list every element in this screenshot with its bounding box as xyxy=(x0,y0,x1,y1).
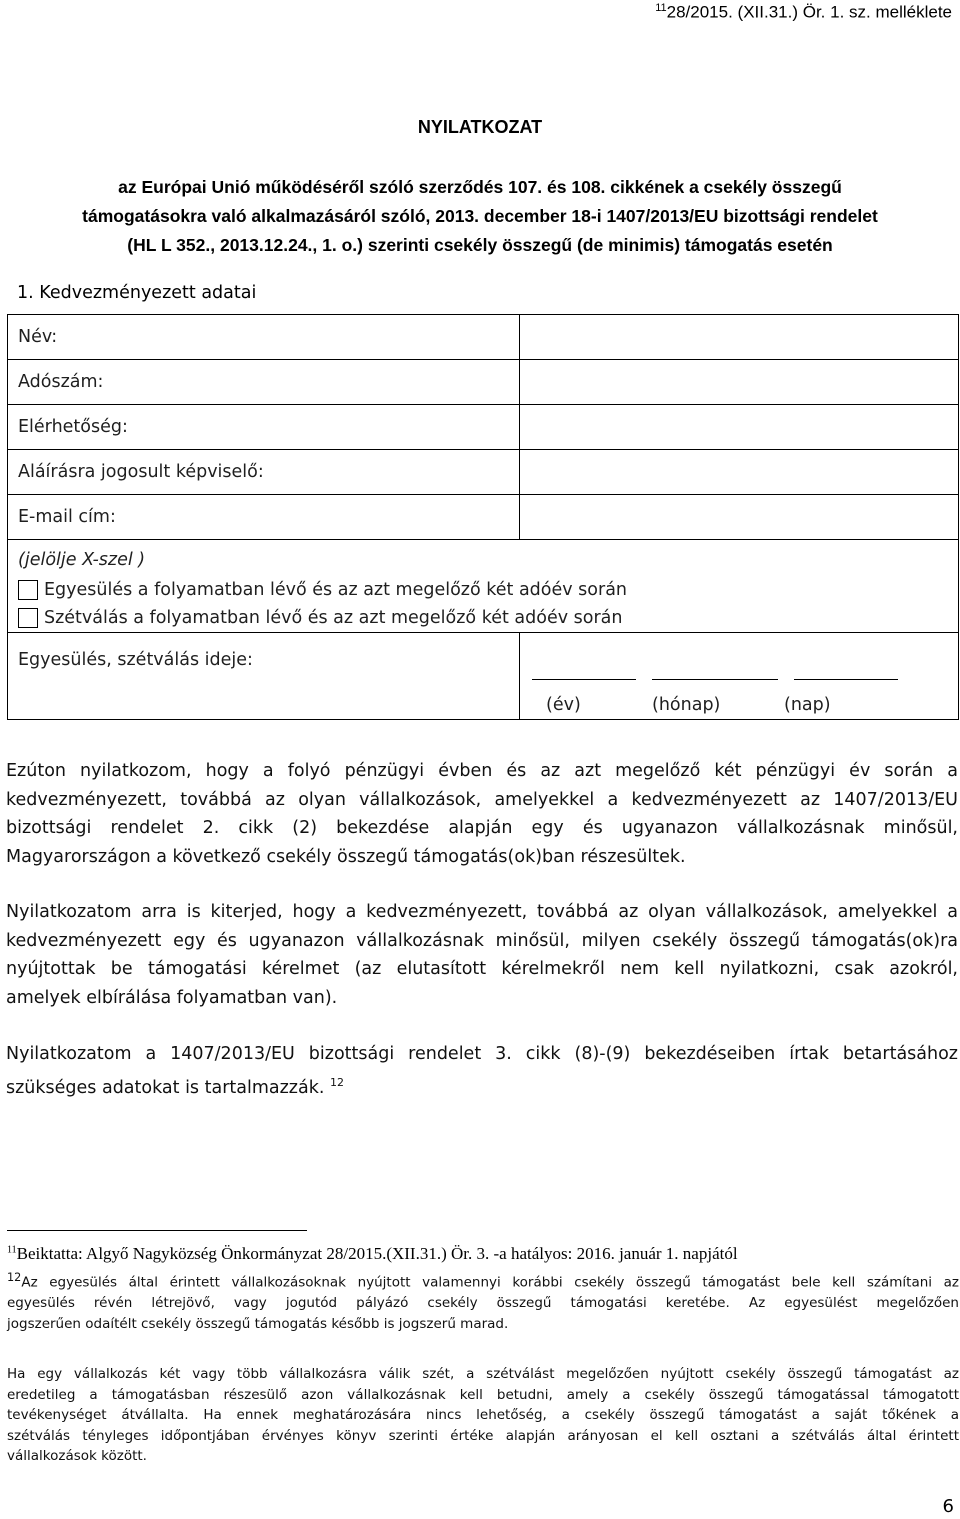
paragraph-line: kedvezményezett, továbbá az olyan vállalkozások, amelyekkel a kedvezményezett az 1407/2013/EU xyxy=(6,789,958,810)
field-tax-number[interactable] xyxy=(520,360,959,405)
footnote-11 xyxy=(7,1244,738,1264)
label-representative: Aláírásra jogosult képviselő: xyxy=(8,450,520,495)
footnote-12 xyxy=(7,1268,959,1334)
header-reference-text: 28/2015. (XII.31.) Ör. 1. sz. melléklete xyxy=(666,2,952,22)
checkbox-merger-row xyxy=(18,576,958,604)
field-representative[interactable] xyxy=(520,450,959,495)
subtitle-line: (HL L 352., 2013.12.24., 1. o.) szerinti csekély összegű (de minimis) támogatás esetén xyxy=(127,235,833,255)
form-row-contact xyxy=(8,405,959,450)
paragraph-line-text: szükséges adatokat is tartalmazzák. xyxy=(6,1077,325,1098)
paragraph-line: bizottsági rendelet 2. cikk (2) bekezdése alapján egy és ugyanazon vállalkozásnak minősül, xyxy=(6,818,958,838)
section-heading: 1. Kedvezményezett adatai xyxy=(17,283,257,303)
footnote-12-ref: 12 xyxy=(7,1271,22,1284)
footnote-line: vállalkozások között. xyxy=(7,1448,147,1464)
paragraph-line: nyújtottak be támogatási kérelmet (az elutasított kérelmekről nem kell nyilatkozni, csak azokról, xyxy=(6,959,958,979)
checkbox-cell xyxy=(8,540,959,633)
field-contact[interactable] xyxy=(520,405,959,450)
footnote-11-ref: 11 xyxy=(7,1244,17,1256)
label-tax-number: Adószám: xyxy=(8,360,520,405)
day-field[interactable] xyxy=(794,679,898,680)
paragraph-line: kedvezményezett egy és ugyanazon vállalkozásnak minősül, milyen csekély összegű támogatás(ok)ra xyxy=(6,930,958,951)
field-email[interactable] xyxy=(520,495,959,540)
form-row-checkboxes xyxy=(8,540,959,633)
footnote-line: eredetileg a támogatásban részesülő azon vállalkozásnak kell betudni, amely a csekély összegű támogatással támogatott xyxy=(7,1386,959,1403)
footnote-divider xyxy=(7,1230,307,1231)
form-row-representative xyxy=(8,450,959,495)
form-row-tax-number xyxy=(8,360,959,405)
subtitle-line: az Európai Unió működéséről szóló szerződés 107. és 108. cikkének a csekély összegű xyxy=(118,177,842,197)
paragraph-line: amelyek elbírálása folyamatban van). xyxy=(6,987,338,1008)
merger-checkbox-label: Egyesülés a folyamatban lévő és az azt megelőző két adóév során xyxy=(44,580,628,600)
footnote-line: jogszerűen odaítélt csekély összegű támogatás később is jogszerű marad. xyxy=(7,1315,509,1332)
label-email: E-mail cím: xyxy=(8,495,520,540)
form-row-date xyxy=(8,633,959,720)
paragraph-line: Ezúton nyilatkozom, hogy a folyó pénzügyi évben és az azt megelőző két pénzügyi év során a xyxy=(6,761,958,781)
split-checkbox-label: Szétválás a folyamatban lévő és az azt megelőző két adóév során xyxy=(44,608,623,628)
header-footnote-ref: 11 xyxy=(655,2,667,14)
paragraph-scope xyxy=(6,898,958,1012)
footnote-line: szétválás tényleges időpontjában érvényes könyv szerinti értéke alapján arányosan el kell osztani a szétválás által érintett xyxy=(7,1427,959,1444)
footnote-line: egyesülés révén létrejövő, vagy jogutód pályázó csekély összegű támogatási keretébe. Az egyesülést megelőzően xyxy=(7,1295,959,1311)
page-number: 6 xyxy=(942,1496,954,1517)
form-row-name xyxy=(8,315,959,360)
form-row-email xyxy=(8,495,959,540)
footnote-line-text: Az egyesülés által érintett vállalkozásoknak nyújtott valamennyi korábbi csekély összegű támogatást bele kell számítani az xyxy=(21,1274,959,1291)
subtitle-line: támogatásokra való alkalmazásáról szóló, 2013. december 18-i 1407/2013/EU bizottsági rendelet xyxy=(82,206,878,226)
footnote-line xyxy=(7,1268,959,1293)
footnote-ref-12: 12 xyxy=(329,1075,344,1089)
date-label-cell xyxy=(8,633,520,720)
field-name[interactable] xyxy=(520,315,959,360)
merger-checkbox[interactable] xyxy=(18,580,38,600)
paragraph-line: Nyilatkozatom arra is kiterjed, hogy a kedvezményezett, továbbá az olyan vállalkozások, amelyekkel a xyxy=(6,902,958,922)
checkbox-split-row xyxy=(18,604,958,632)
year-field[interactable] xyxy=(532,679,636,680)
beneficiary-table xyxy=(7,314,959,720)
paragraph-line-last xyxy=(6,1069,958,1102)
paragraph-compliance xyxy=(6,1040,958,1102)
document-title: NYILATKOZAT xyxy=(417,117,543,137)
paragraph-line: Magyarországon a következő csekély összegű támogatás(ok)ban részesültek. xyxy=(6,846,686,867)
month-label: (hónap) xyxy=(652,695,721,715)
split-checkbox[interactable] xyxy=(18,608,38,628)
day-label: (nap) xyxy=(784,695,831,715)
footnote-11-text: Beiktatta: Algyő Nagyközség Önkormányzat 28/2015.(XII.31.) Ör. 3. -a hatályos: 2016. január 1. napjától xyxy=(16,1244,738,1263)
paragraph-line: Nyilatkozatom a 1407/2013/EU bizottsági rendelet 3. cikk (8)-(9) bekezdéseiben írtak betartásához xyxy=(6,1044,958,1064)
label-contact: Elérhetőség: xyxy=(8,405,520,450)
month-field[interactable] xyxy=(652,679,778,680)
check-instruction: (jelölje X-szel ) xyxy=(18,550,146,570)
date-label: Egyesülés, szétválás ideje: xyxy=(18,650,253,670)
date-cell xyxy=(520,633,959,720)
footnote-12-continuation xyxy=(7,1364,959,1467)
paragraph-declaration xyxy=(6,757,958,871)
year-label: (év) xyxy=(546,695,581,715)
footnote-line: Ha egy vállalkozás két vagy több vállalkozásra válik szét, a szétválást megelőzően nyújtott csekély összegű támogatást az xyxy=(7,1366,959,1382)
footnote-line: tevékenységet átvállalta. Ha ennek meghatározására nincs lehetőség, a csekély összegű támogatást a saját tőkének a xyxy=(7,1407,959,1423)
label-name: Név: xyxy=(8,315,520,360)
header-reference xyxy=(655,2,952,23)
document-subtitle xyxy=(60,173,900,260)
